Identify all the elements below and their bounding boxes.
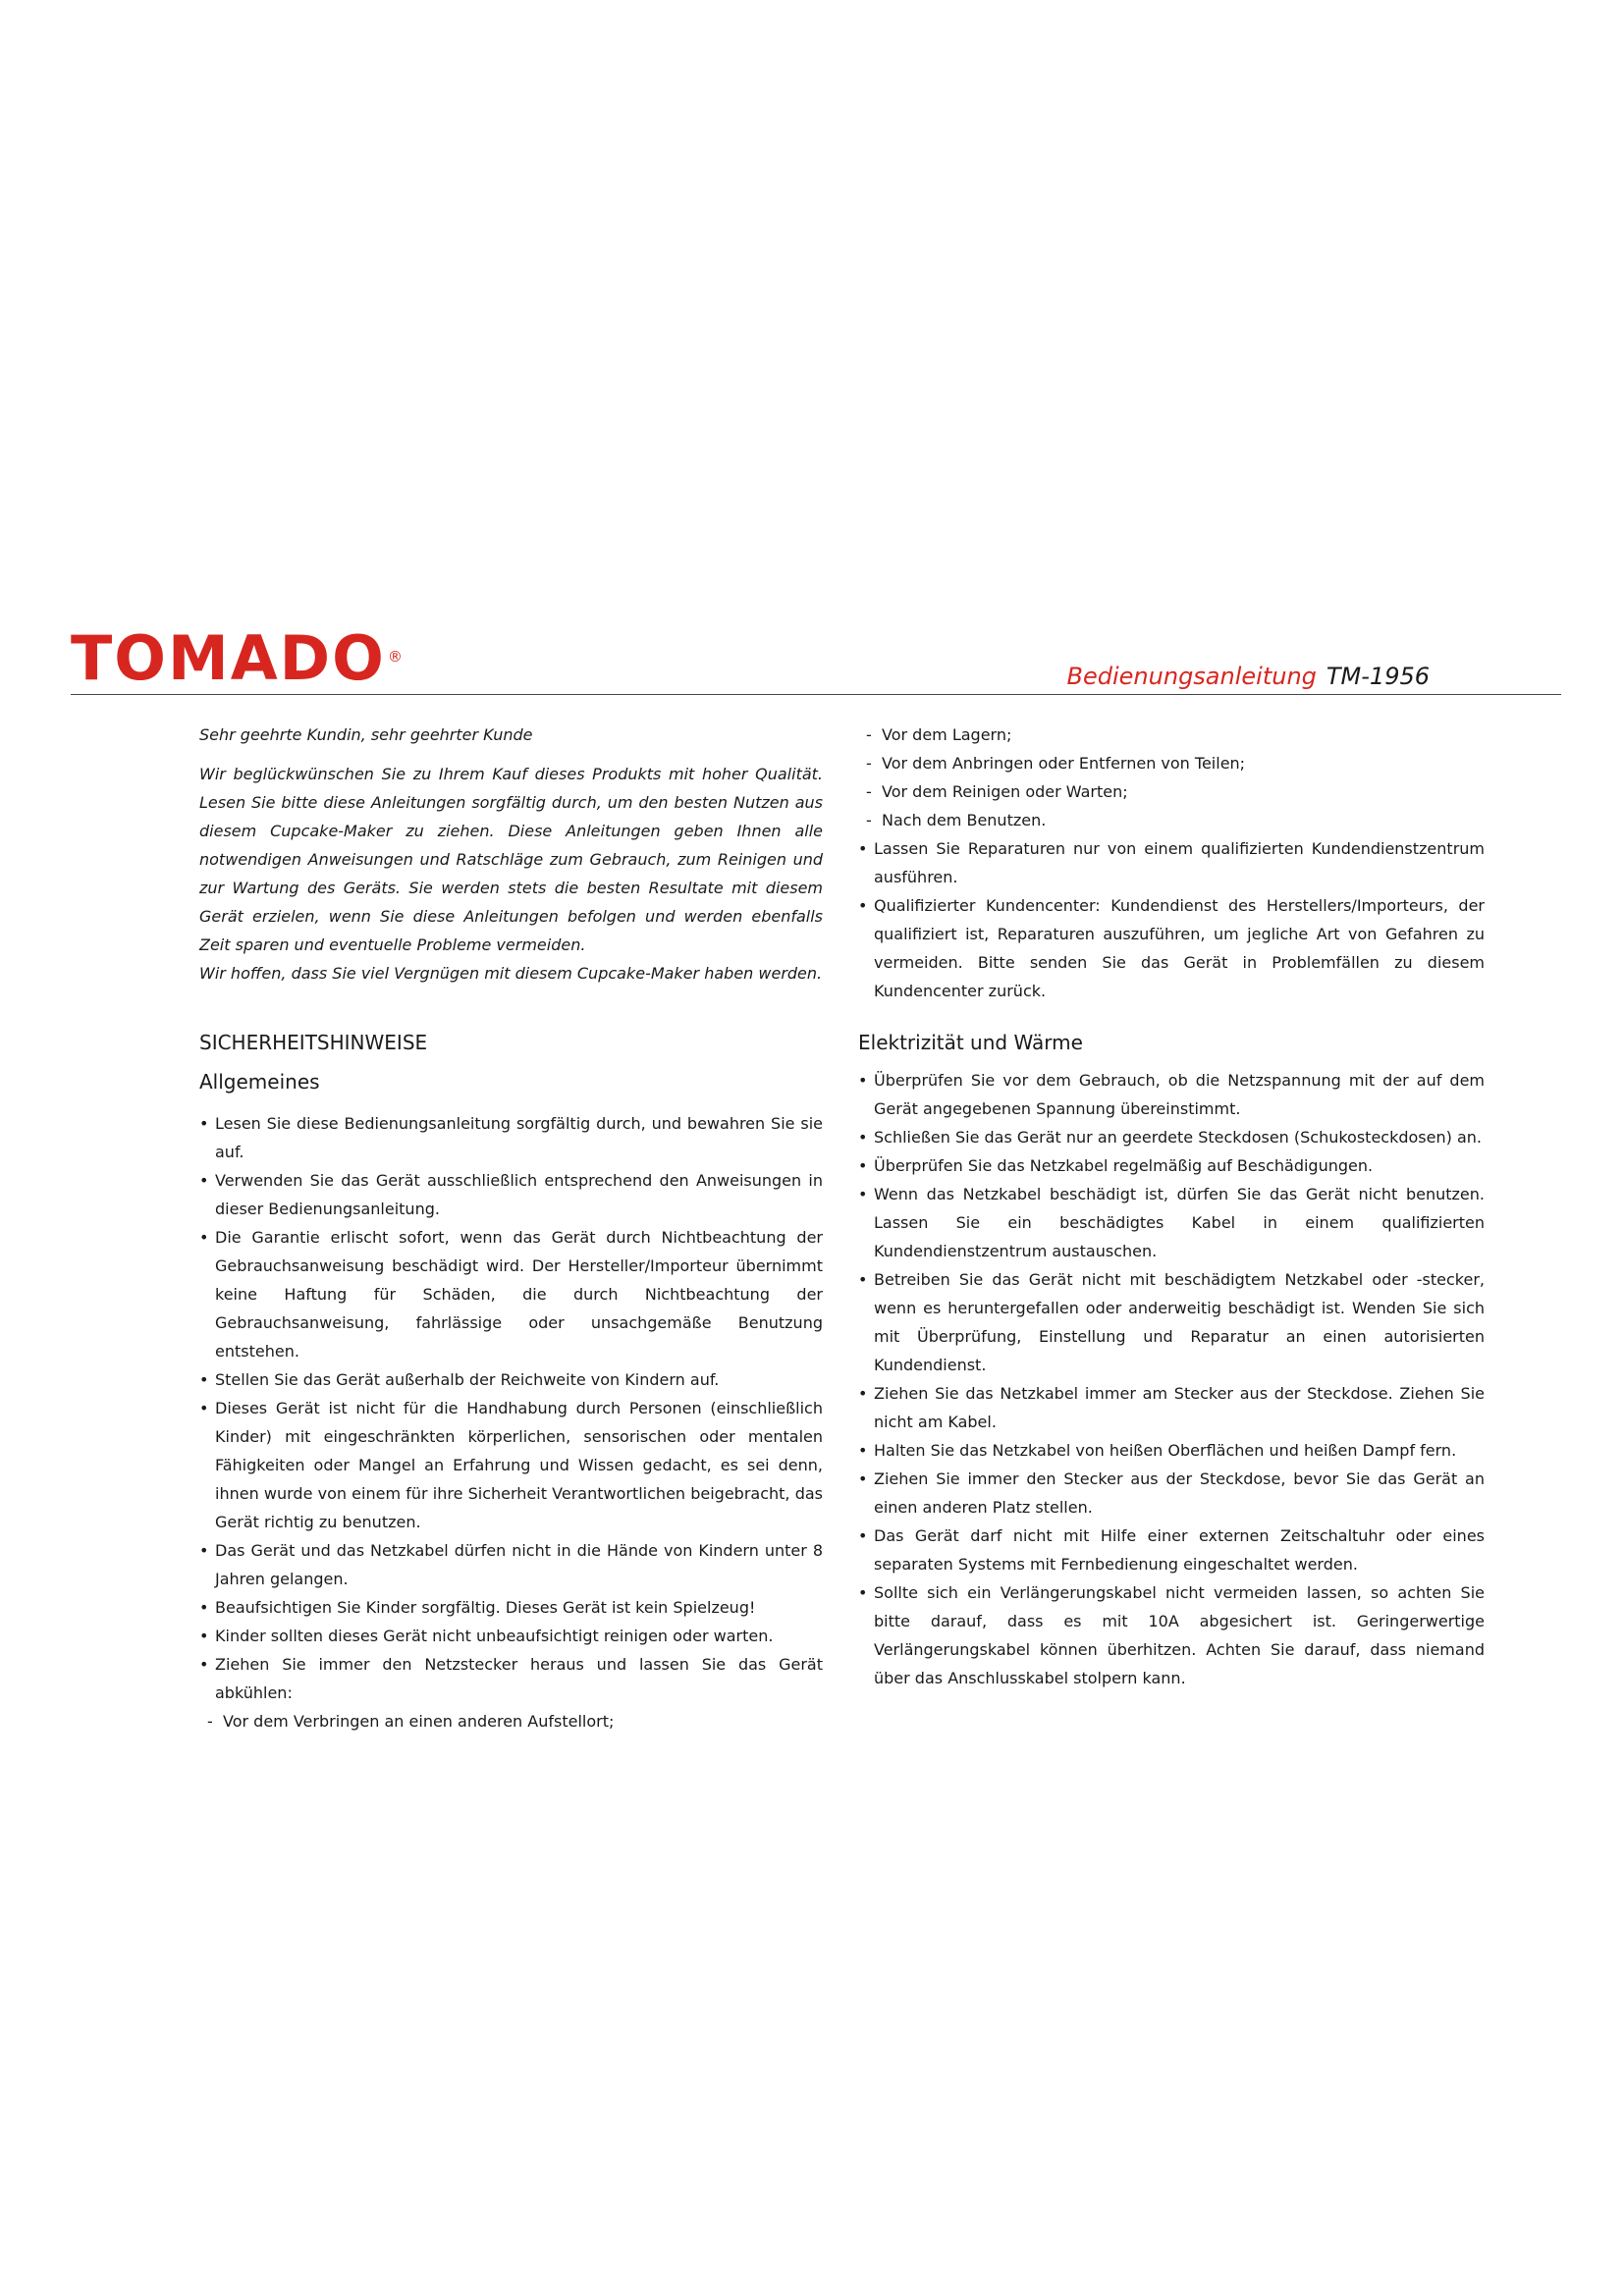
general-heading: Allgemeines [199,1070,320,1094]
list-item: • Dieses Gerät ist nicht für die Handhabung durch Personen (einschließlich Kinder) mit eingeschränkten körperlichen, sensorischen oder mentalen Fähigkeiten oder Mangel an Erfahrung und Wissen gedacht, es sei denn, ihnen wurde von einem für ihre Sicherheit Verantwortlichen beigebracht, das Gerät richtig zu benutzen. [199,1394,823,1536]
list-item: - Vor dem Anbringen oder Entfernen von Teilen; [858,749,1485,777]
registered-mark: ® [387,648,405,666]
list-item: • Überprüfen Sie vor dem Gebrauch, ob die Netzspannung mit der auf dem Gerät angegebenen Spannung übereinstimmt. [858,1066,1485,1123]
salutation: Sehr geehrte Kundin, sehr geehrter Kunde [199,725,533,744]
document-title-label: Bedienungsanleitung [1066,663,1317,690]
list-item: • Qualifizierter Kundencenter: Kundendienst des Herstellers/Importeurs, der qualifiziert ist, Reparaturen auszuführen, um jegliche Art von Gefahren zu vermeiden. Bitte senden Sie das Gerät in Problemfällen zu diesem Kundencenter zurück. [858,891,1485,1005]
repair-list [858,834,1485,1005]
list-item: • Lesen Sie diese Bedienungsanleitung sorgfältig durch, und bewahren Sie sie auf. [199,1109,823,1166]
document-title [1067,663,1430,690]
electricity-heading: Elektrizität und Wärme [858,1031,1083,1054]
list-item: - Vor dem Reinigen oder Warten; [858,777,1485,806]
left-column [199,721,823,1735]
page-header [71,622,1561,695]
list-item: • Wenn das Netzkabel beschädigt ist, dürfen Sie das Gerät nicht benutzen. Lassen Sie ein beschädigtes Kabel in einem qualifizierten Kundendienstzentrum austauschen. [858,1180,1485,1265]
list-item: • Ziehen Sie immer den Stecker aus der Steckdose, bevor Sie das Gerät an einen anderen Platz stellen. [858,1465,1485,1522]
header-divider [71,694,1561,695]
brand-logo [71,622,405,694]
list-item: • Die Garantie erlischt sofort, wenn das Gerät durch Nichtbeachtung der Gebrauchsanweisung beschädigt wird. Der Hersteller/Importeur übernimmt keine Haftung für Schäden, die durch Nichtbeachtung der Gebrauchsanweisung, fahrlässige oder unsachgemäße Benutzung entstehen. [199,1223,823,1365]
unplug-list-continued [858,721,1485,834]
list-item: • Halten Sie das Netzkabel von heißen Oberflächen und heißen Dampf fern. [858,1436,1485,1465]
list-item: • Ziehen Sie das Netzkabel immer am Stecker aus der Steckdose. Ziehen Sie nicht am Kabel. [858,1379,1485,1436]
list-item: - Vor dem Lagern; [858,721,1485,749]
list-item: • Überprüfen Sie das Netzkabel regelmäßig auf Beschädigungen. [858,1151,1485,1180]
list-item: • Kinder sollten dieses Gerät nicht unbeaufsichtigt reinigen oder warten. [199,1622,823,1650]
list-item: • Schließen Sie das Gerät nur an geerdete Steckdosen (Schukosteckdosen) an. [858,1123,1485,1151]
list-item: • Sollte sich ein Verlängerungskabel nicht vermeiden lassen, so achten Sie bitte darauf, dass es mit 10A abgesichert ist. Geringerwertige Verlängerungskabel können überhitzen. Achten Sie darauf, dass niemand über das Anschlusskabel stolpern kann. [858,1578,1485,1692]
list-item: • Betreiben Sie das Gerät nicht mit beschädigtem Netzkabel oder -stecker, wenn es heruntergefallen oder anderweitig beschädigt ist. Wenden Sie sich mit Überprüfung, Einstellung und Reparatur an einen autorisierten Kundendienst. [858,1265,1485,1379]
list-item: • Lassen Sie Reparaturen nur von einem qualifizierten Kundendienstzentrum ausführen. [858,834,1485,891]
list-item: • Stellen Sie das Gerät außerhalb der Reichweite von Kindern auf. [199,1365,823,1394]
brand-name: TOMADO [71,622,386,694]
unplug-list-start [199,1707,823,1735]
intro-paragraph: Wir beglückwünschen Sie zu Ihrem Kauf dieses Produkts mit hoher Qualität. Lesen Sie bitte diese Anleitungen sorgfältig durch, um den besten Nutzen aus diesem Cupcake-Maker zu ziehen. Diese Anleitungen geben Ihnen alle notwendigen Anweisungen und Ratschläge zum Gebrauch, zum Reinigen und zur Wartung des Geräts. Sie werden stets die besten Resultate mit diesem Gerät erzielen, wenn Sie diese Anleitungen befolgen und werden ebenfalls Zeit sparen und eventuelle Probleme vermeiden. [199,765,823,954]
list-item: • Beaufsichtigen Sie Kinder sorgfältig. Dieses Gerät ist kein Spielzeug! [199,1593,823,1622]
list-item: • Ziehen Sie immer den Netzstecker heraus und lassen Sie das Gerät abkühlen: [199,1650,823,1707]
intro-closing: Wir hoffen, dass Sie viel Vergnügen mit diesem Cupcake-Maker haben werden. [199,964,823,983]
list-item: • Das Gerät und das Netzkabel dürfen nicht in die Hände von Kindern unter 8 Jahren gelangen. [199,1536,823,1593]
electricity-list [858,1066,1485,1692]
list-item: • Das Gerät darf nicht mit Hilfe einer externen Zeitschaltuhr oder eines separaten Systems mit Fernbedienung eingeschaltet werden. [858,1522,1485,1578]
list-item: - Nach dem Benutzen. [858,806,1485,834]
general-list [199,1109,823,1707]
safety-heading: SICHERHEITSHINWEISE [199,1031,428,1054]
model-number: TM-1956 [1326,663,1430,690]
list-item: - Vor dem Verbringen an einen anderen Aufstellort; [199,1707,823,1735]
list-item: • Verwenden Sie das Gerät ausschließlich entsprechend den Anweisungen in dieser Bedienungsanleitung. [199,1166,823,1223]
right-column [858,721,1485,1692]
